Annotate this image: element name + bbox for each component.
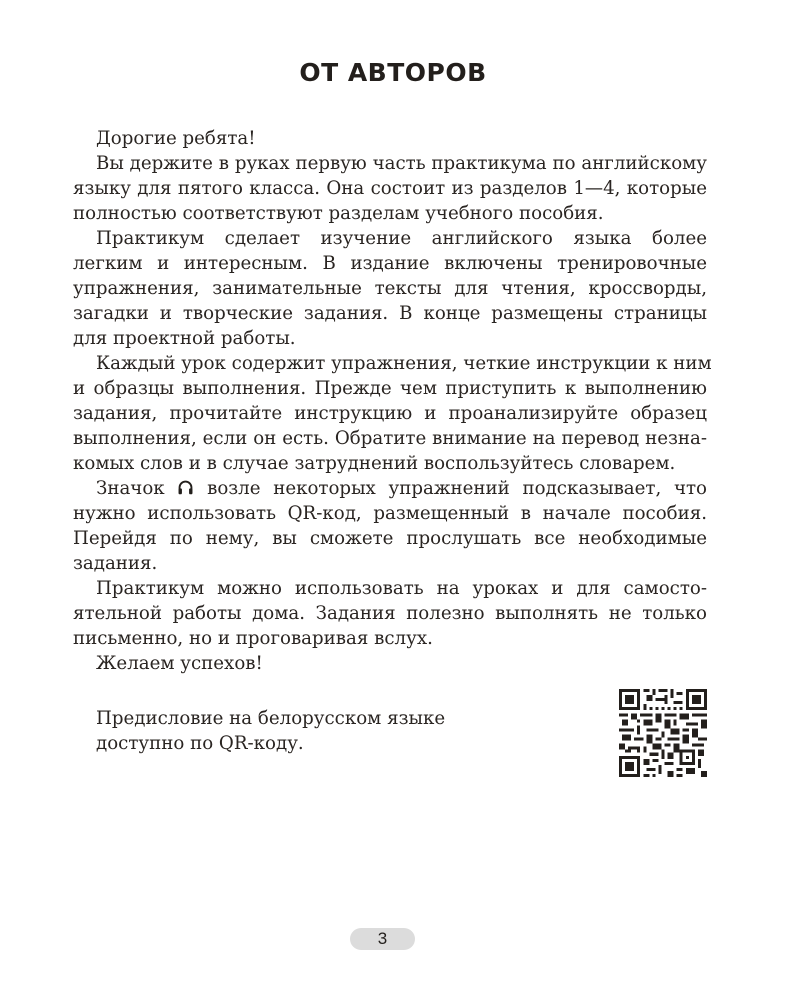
text-line: письменно, но и проговаривая вслух. [73, 628, 433, 649]
text-line: полностью соответствуют разделам учебного пособия. [73, 203, 604, 224]
greeting: Дорогие ребята! [96, 128, 256, 149]
paragraph-3 [73, 351, 712, 476]
paragraph-2 [73, 226, 707, 351]
text-line: Перейдя по нему, вы сможете прослушать все необходимые [73, 528, 707, 549]
text-line: для проектной работы. [73, 328, 296, 349]
paragraph-1 [73, 151, 707, 226]
foreword-note [96, 706, 445, 756]
foreword-line: доступно по QR-коду. [96, 733, 304, 754]
text-line: Каждый урок содержит упражнения, четкие инструкции к ним [96, 353, 712, 374]
page-title: ОТ АВТОРОВ [299, 58, 487, 87]
text-line: загадки и творческие задания. В конце размещены страницы [73, 303, 707, 324]
text-line: легким и интересным. В издание включены тренировочные [73, 253, 707, 274]
foreword-line: Предисловие на белорусском языке [96, 708, 446, 729]
text-line: Практикум можно использовать на уроках и для самосто- [96, 578, 707, 599]
text-fragment: Значок [96, 478, 165, 499]
closing: Желаем успехов! [96, 653, 263, 674]
text-line: нужно использовать QR-код, размещенный в начале пособия. [73, 503, 707, 524]
text-line: задания, прочитайте инструкцию и проанализируйте образец [73, 403, 707, 424]
text-line: Вы держите в руках первую часть практикума по английскому [96, 153, 707, 174]
paragraph-5 [73, 576, 707, 651]
text-line: задания. [73, 553, 158, 574]
text-line [73, 476, 707, 501]
text-line: упражнения, занимательные тексты для чтения, кроссворды, [73, 278, 707, 299]
text-line: Практикум сделает изучение английского языка более [96, 228, 707, 249]
text-line: языку для пятого класса. Она состоит из разделов 1—4, которые [73, 178, 707, 199]
qr-code[interactable] [619, 689, 707, 777]
text-line: и образцы выполнения. Прежде чем приступить к выполнению [73, 378, 707, 399]
document-body [73, 126, 712, 676]
text-line: комых слов и в случае затруднений воспользуйтесь словарем. [73, 453, 676, 474]
text-line: ятельной работы дома. Задания полезно выполнять не только [73, 603, 707, 624]
text-fragment: возле некоторых упражнений подсказывает, что [207, 478, 707, 499]
page-number: 3 [350, 928, 415, 950]
paragraph-4 [73, 476, 707, 576]
text-line: выполнения, если он есть. Обратите внимание на перевод незна- [73, 428, 707, 449]
headphones-icon [177, 479, 194, 496]
